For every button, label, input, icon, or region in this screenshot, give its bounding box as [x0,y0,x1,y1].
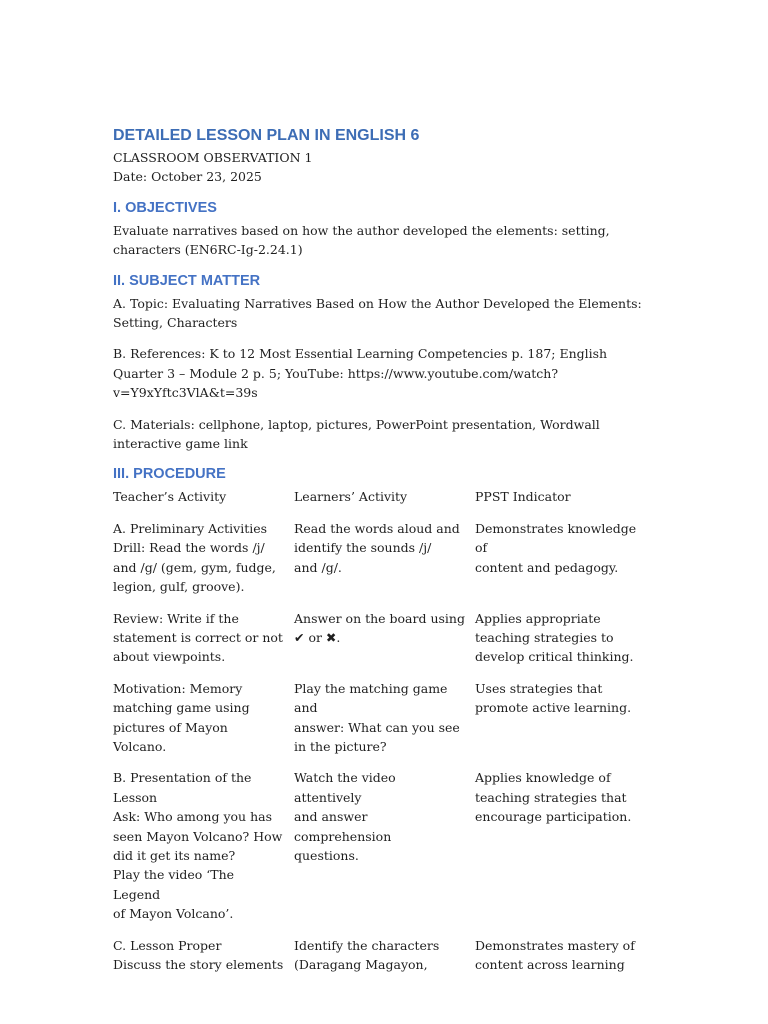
objectives-section [113,198,658,260]
procedure-row [113,936,658,975]
procedure-section [113,464,658,974]
procedure-table [113,487,658,974]
topic-text: A. Topic: Evaluating Narratives Based on How the Author Developed the Elements: Setting, Characters [113,295,642,331]
references-text: B. References: K to 12 Most Essential Learning Competencies p. 187; English Quarter 3 – Module 2 p. 5; YouTube: https://www.youtube.com/watch?v=Y9xYftc3VlA&t=39s [113,346,608,401]
procedure-row [113,768,658,923]
teacher-activity-cell: C. Lesson Proper Discuss the story elements [113,937,284,972]
objectives-heading: I. OBJECTIVES [113,199,217,216]
procedure-header-row [113,487,658,506]
procedure-row [113,519,658,597]
ppst-indicator-cell: Demonstrates knowledge of content and pedagogy. [475,520,637,575]
ppst-indicator-cell: Applies knowledge of teaching strategies that encourage participation. [475,770,632,825]
ppst-indicator-cell: Demonstrates mastery of content across learning [475,937,635,972]
procedure-heading: III. PROCEDURE [113,466,226,483]
subject-matter-section [113,271,658,454]
lesson-plan-page [113,125,658,974]
learners-activity-cell: Play the matching game and answer: What can you see in the picture? [294,680,460,754]
procedure-row [113,679,658,757]
teacher-activity-cell: Review: Write if the statement is correct or not about viewpoints. [113,610,283,665]
column-header-ppst: PPST Indicator [475,489,571,505]
procedure-row [113,609,658,667]
column-header-teacher: Teacher’s Activity [113,489,227,505]
observation-label: CLASSROOM OBSERVATION 1 [113,150,313,165]
document-title: DETAILED LESSON PLAN IN ENGLISH 6 [113,127,420,144]
teacher-activity-cell: B. Presentation of the Lesson Ask: Who among you has seen Mayon Volcano? How did it get its name? Play the video ‘The Legend of Mayon Volcano’. [113,770,283,922]
teacher-activity-cell: A. Preliminary Activities Drill: Read the words /j/ and /g/ (gem, gym, fudge, legion, gulf, groove). [113,520,276,595]
ppst-indicator-cell: Applies appropriate teaching strategies to develop critical thinking. [475,610,634,665]
subject-matter-heading: II. SUBJECT MATTER [113,272,261,289]
ppst-indicator-cell: Uses strategies that promote active learning. [475,680,632,716]
learners-activity-cell: Identify the characters (Daragang Magayon, [294,937,440,972]
teacher-activity-cell: Motivation: Memory matching game using pictures of Mayon Volcano. [113,680,250,754]
materials-text: C. Materials: cellphone, laptop, pictures, PowerPoint presentation, Wordwall interactive game link [113,416,600,452]
column-header-learners: Learners’ Activity [294,489,408,505]
learners-activity-cell: Answer on the board using ✔ or ✖. [294,610,465,645]
objectives-text: Evaluate narratives based on how the author developed the elements: setting, characters (EN6RC-Ig-2.24.1) [113,222,610,258]
date-line: Date: October 23, 2025 [113,169,262,185]
learners-activity-cell: Watch the video attentively and answer comprehension questions. [294,770,396,863]
learners-activity-cell: Read the words aloud and identify the sounds /j/ and /g/. [294,520,460,575]
